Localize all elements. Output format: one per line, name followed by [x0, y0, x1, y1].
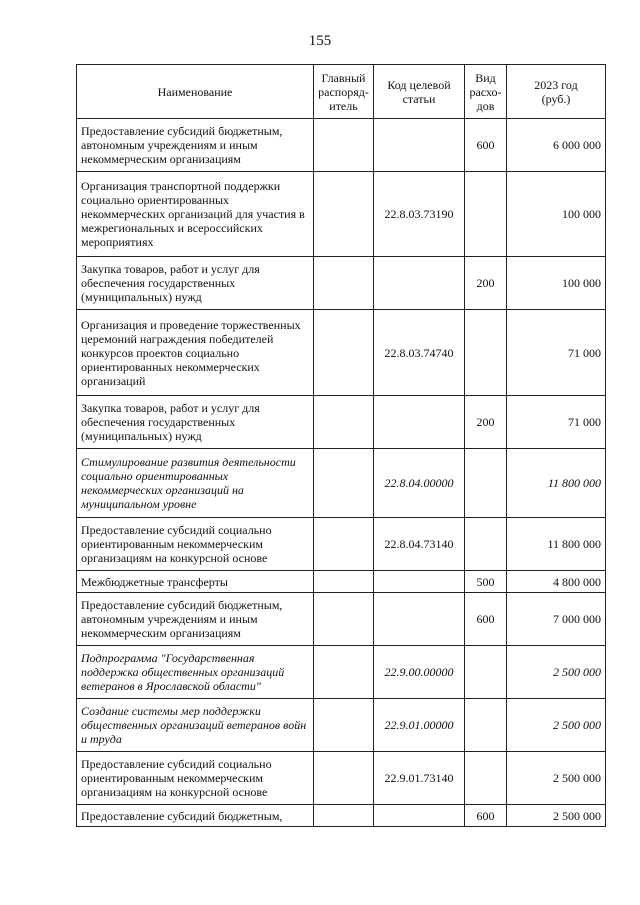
row-admin [314, 752, 374, 805]
row-code: 22.8.04.00000 [374, 449, 465, 518]
table-row [77, 119, 606, 172]
row-admin [314, 396, 374, 449]
row-code: 22.9.00.00000 [374, 646, 465, 699]
table-row [77, 593, 606, 646]
table-row [77, 449, 606, 518]
header-name: Наименование [77, 65, 314, 119]
header-admin: Главный распоряд- итель [314, 65, 374, 119]
row-amount: 6 000 000 [507, 119, 606, 172]
row-code [374, 571, 465, 593]
row-code [374, 805, 465, 827]
row-name: Предоставление субсидий социально ориентированным некоммерческим организациям на конкурсной основе [77, 752, 314, 805]
row-name: Стимулирование развития деятельности социально ориентированных некоммерческих организаций на муниципальном уровне [77, 449, 314, 518]
row-amount: 11 800 000 [507, 518, 606, 571]
page-number: 155 [308, 33, 332, 49]
row-amount: 71 000 [507, 396, 606, 449]
row-admin [314, 257, 374, 310]
row-amount: 100 000 [507, 172, 606, 257]
row-code: 22.8.03.74740 [374, 310, 465, 396]
row-code [374, 396, 465, 449]
row-type [465, 172, 507, 257]
row-type: 200 [465, 396, 507, 449]
row-amount: 100 000 [507, 257, 606, 310]
row-type: 200 [465, 257, 507, 310]
row-admin [314, 518, 374, 571]
row-type [465, 449, 507, 518]
header-type: Вид расхо- дов [465, 65, 507, 119]
row-name: Организация транспортной поддержки социально ориентированных некоммерческих организаций для участия в межрегиональных и всероссийских мероприятиях [77, 172, 314, 257]
row-name: Предоставление субсидий социально ориентированным некоммерческим организациям на конкурсной основе [77, 518, 314, 571]
table-row [77, 752, 606, 805]
row-amount: 2 500 000 [507, 646, 606, 699]
row-name: Предоставление субсидий бюджетным, автономным учреждениям и иным некоммерческим организациям [77, 593, 314, 646]
row-admin [314, 449, 374, 518]
row-admin [314, 699, 374, 752]
row-amount: 71 000 [507, 310, 606, 396]
row-amount: 11 800 000 [507, 449, 606, 518]
budget-table [76, 64, 606, 827]
row-name: Закупка товаров, работ и услуг для обеспечения государственных (муниципальных) нужд [77, 396, 314, 449]
row-type: 500 [465, 571, 507, 593]
table-row [77, 805, 606, 827]
row-code: 22.9.01.73140 [374, 752, 465, 805]
row-amount: 7 000 000 [507, 593, 606, 646]
table-row [77, 172, 606, 257]
table-row [77, 257, 606, 310]
row-code [374, 119, 465, 172]
row-name: Предоставление субсидий бюджетным, [77, 805, 314, 827]
row-code [374, 593, 465, 646]
row-type: 600 [465, 119, 507, 172]
header-code: Код целевой статьи [374, 65, 465, 119]
row-type: 600 [465, 593, 507, 646]
row-amount: 2 500 000 [507, 699, 606, 752]
row-amount: 2 500 000 [507, 752, 606, 805]
row-admin [314, 593, 374, 646]
table-row [77, 310, 606, 396]
table-row [77, 518, 606, 571]
row-code: 22.8.03.73190 [374, 172, 465, 257]
row-admin [314, 571, 374, 593]
row-code: 22.9.01.00000 [374, 699, 465, 752]
row-code: 22.8.04.73140 [374, 518, 465, 571]
table-header-row [77, 65, 606, 119]
row-amount: 4 800 000 [507, 571, 606, 593]
table-row [77, 396, 606, 449]
table-row [77, 646, 606, 699]
row-type [465, 310, 507, 396]
table-row [77, 571, 606, 593]
header-year: 2023 год (руб.) [507, 65, 606, 119]
row-name: Закупка товаров, работ и услуг для обеспечения государственных (муниципальных) нужд [77, 257, 314, 310]
row-type [465, 518, 507, 571]
row-type [465, 699, 507, 752]
row-admin [314, 805, 374, 827]
row-admin [314, 172, 374, 257]
row-admin [314, 119, 374, 172]
row-name: Создание системы мер поддержки общественных организаций ветеранов войн и труда [77, 699, 314, 752]
row-amount: 2 500 000 [507, 805, 606, 827]
row-name: Подпрограмма "Государственная поддержка общественных организаций ветеранов в Ярославской области" [77, 646, 314, 699]
row-type: 600 [465, 805, 507, 827]
row-name: Организация и проведение торжественных церемоний награждения победителей конкурсов проектов социально ориентированных некоммерческих организаций [77, 310, 314, 396]
row-name: Межбюджетные трансферты [77, 571, 314, 593]
row-admin [314, 646, 374, 699]
row-name: Предоставление субсидий бюджетным, автономным учреждениям и иным некоммерческим организациям [77, 119, 314, 172]
row-type [465, 752, 507, 805]
row-code [374, 257, 465, 310]
row-type [465, 646, 507, 699]
row-admin [314, 310, 374, 396]
table-row [77, 699, 606, 752]
